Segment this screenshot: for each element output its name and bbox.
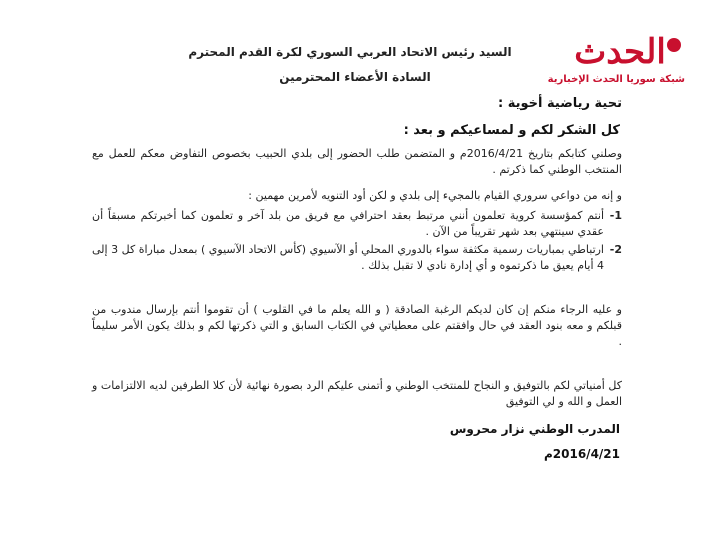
list-item-text: أنتم كمؤسسة كروية تعلمون أنني مرتبط بعقد احترافي مع فريق من بلد آخر و تعلمون كما أخبرتكم مسبقاً أن عقدي سينتهي بعد شهر تقريباً من الآن .: [92, 209, 604, 238]
news-logo: [547, 32, 685, 102]
logo-mark: الحدث: [574, 32, 666, 72]
points-list: [92, 208, 622, 276]
list-item-number: 2-: [609, 243, 622, 256]
greeting: تحية رياضية أخوية :: [498, 96, 622, 111]
signature: المدرب الوطني نزار محروس: [449, 422, 620, 436]
letter-date: 2016/4/21م: [543, 447, 620, 461]
list-item-number: 1-: [609, 209, 622, 222]
paragraph-2: و إنه من دواعي سروري القيام بالمجيء إلى بلدي و لكن أود التنويه لأمرين مهمين :: [248, 189, 622, 202]
logo-dot-icon: [667, 38, 681, 52]
list-item-text: ارتباطي بمباريات رسمية مكثفة سواء بالدوري المحلي أو الآسيوي (كأس الاتحاد الآسيوي ) بمعدل مباراة كل 3 إلى 4 أيام يعيق ما ذكرتموه و أي إدارة نادي لا تقبل بذلك .: [92, 243, 604, 272]
paragraph-1: وصلني كتابكم بتاريخ 2016/4/21م و المتضمن طلب الحضور إلى بلدي الحبيب بخصوص التفاوض معكم للعمل مع المنتخب الوطني كما ذكرتم .: [92, 147, 623, 176]
list-item: [92, 208, 622, 240]
paragraph-4: كل أمنياتي لكم بالتوفيق و النجاح للمنتخب الوطني و أتمنى عليكم الرد بصورة نهائية لأن كلا الطرفين لديه الالتزامات و العمل و الله و لي التوفيق: [92, 379, 622, 408]
thanks-line: كل الشكر لكم و لمساعيكم و بعد :: [403, 123, 620, 138]
paragraph-3: و عليه الرجاء منكم إن كان لديكم الرغبة الصادقة ( و الله يعلم ما في القلوب ) أن تقوموا أنتم بإرسال مندوب من قبلكم و معه بنود العقد في حال وافقتم على معطياتي في الكتاب السابق و التي ذكرتها لكم و بذلك يكون الأمر سليماً .: [92, 303, 622, 348]
list-item: [92, 242, 622, 274]
logo-subtitle: شبكة سوريا الحدث الإخبارية: [547, 74, 685, 85]
addressee-line-1: السيد رئيس الاتحاد العربي السوري لكرة القدم المحترم: [188, 45, 512, 59]
addressee-line-2: السادة الأعضاء المحترمين: [279, 70, 431, 84]
